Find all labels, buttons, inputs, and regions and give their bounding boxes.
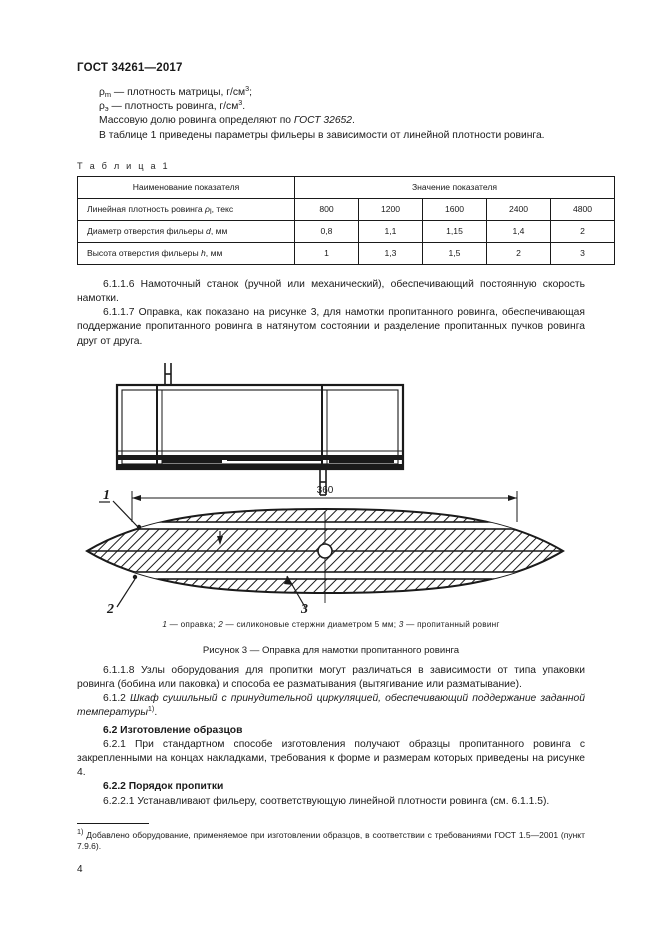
- figure-title: Рисунок 3 — Оправка для намотки пропитанного ровинга: [202, 644, 460, 656]
- definition-row-rho-m: [99, 86, 585, 100]
- page-number: 4: [77, 864, 83, 875]
- definition-sup-m: 3: [245, 84, 250, 93]
- legend-num-1: 1: [162, 619, 168, 629]
- row-label-subscript: l: [209, 206, 212, 216]
- table-header-row: [78, 176, 615, 198]
- mandrel-technical-drawing: [77, 363, 585, 613]
- footnote-text: [77, 826, 585, 853]
- table-cell: 0,8: [295, 220, 359, 242]
- row-label-linear-density: [78, 198, 295, 220]
- definition-text-e: — плотность ровинга, г/см: [111, 101, 239, 113]
- footnote-separator: [77, 823, 149, 824]
- table-cell: 800: [295, 198, 359, 220]
- footnote-marker: 1): [77, 826, 84, 836]
- callout-label-3: 3: [301, 601, 308, 613]
- table-cell: 1,1: [359, 220, 423, 242]
- row-label-text: Линейная плотность ровинга: [87, 203, 206, 214]
- clause-6-1-2-number: 6.1.2: [103, 693, 131, 705]
- table-cell: 4800: [551, 198, 615, 220]
- legend-text-2: — силиконовые стержни диаметром 5 мм;: [223, 619, 399, 629]
- symbol-definition-list: [99, 86, 585, 143]
- row-label-symbol: ρ: [205, 203, 210, 214]
- table-row: [78, 242, 615, 264]
- row-label-text: Высота отверстия фильеры: [87, 247, 202, 258]
- frame-lower-band: [117, 464, 403, 469]
- table-cell: 1200: [359, 198, 423, 220]
- table-header-right: Значение показателя: [295, 176, 615, 198]
- row-label-text: Диаметр отверстия фильеры: [87, 225, 207, 236]
- table-cell: 2400: [487, 198, 551, 220]
- clause-6-2-2-1: 6.2.2.1 Устанавливают фильеру, соответствующую линейной плотности ровинга (см. 6.1.1.5).: [103, 795, 550, 807]
- legend-num-3: 3: [398, 619, 404, 629]
- callout-label-1: 1: [103, 487, 110, 503]
- page-content: [77, 84, 593, 853]
- definition-row-table-intro: [99, 129, 585, 143]
- table-cell: 2: [551, 220, 615, 242]
- definition-text-m: — плотность матрицы, г/см: [113, 87, 246, 98]
- table-cell: 1,15: [423, 220, 487, 242]
- footnote-marker-ref: 1): [147, 704, 155, 714]
- heading-6-2-2: 6.2.2 Порядок пропитки: [103, 781, 224, 793]
- definition-tail-m: ;: [249, 87, 252, 98]
- rho-symbol-m: ρ: [99, 87, 105, 98]
- gost-reference-32652: ГОСТ 32652: [293, 115, 353, 127]
- rho-symbol-e: ρ: [99, 101, 105, 113]
- row-label-unit: , текс: [211, 203, 234, 214]
- row-label-hole-height: [78, 242, 295, 264]
- rho-subscript-e: э: [104, 104, 109, 114]
- row-label-symbol: d: [206, 225, 211, 236]
- legend-text-1: — оправка;: [167, 619, 219, 629]
- clause-6-1-2: [77, 692, 585, 720]
- footnote-body: Добавлено оборудование, применяемое при изготовлении образцов, в соответствии с требованиями ГОСТ 1.5—2001 (пункт 7.9.6).: [77, 829, 585, 852]
- center-hole: [318, 544, 332, 558]
- frame-inner-rect: [122, 390, 398, 464]
- definition-sup-e: 3: [238, 98, 243, 108]
- table-cell: 1,4: [487, 220, 551, 242]
- table-row: [78, 220, 615, 242]
- clause-6-1-1-6: 6.1.1.6 Намоточный станок (ручной или механический), обеспечивающий постоянную скорость намотки.: [77, 278, 585, 305]
- clause-6-1-2-italic-text: Шкаф сушильный с принудительной циркуляцией, обеспечивающий поддержание заданной температуры: [77, 693, 585, 719]
- legend-text-3: — пропитанный ровинг: [403, 619, 500, 629]
- clause-6-2-1: 6.2.1 При стандартном способе изготовления получают образцы пропитанного ровинга с закрепленными на концах накладками, требования к форме и размерам которых приведены на рисунке 4.: [77, 738, 585, 779]
- definition-tail-e: .: [242, 101, 246, 113]
- definition-row-rho-e: [99, 100, 585, 114]
- legend-num-2: 2: [218, 619, 223, 629]
- standard-header: ГОСТ 34261—2017: [77, 62, 183, 74]
- row-label-unit: , мм: [205, 247, 223, 258]
- dimension-label-360: 360: [316, 484, 334, 496]
- table-cell: 1600: [423, 198, 487, 220]
- figure-legend: [77, 620, 585, 629]
- table-cell: 1: [295, 242, 359, 264]
- table-caption: Т а б л и ц а 1: [77, 160, 170, 171]
- row-label-symbol: h: [201, 247, 206, 258]
- table-cell: 1,5: [423, 242, 487, 264]
- callout-label-2: 2: [107, 601, 114, 613]
- figure-3-drawing: [77, 363, 585, 655]
- clause-6-1-1-8: 6.1.1.8 Узлы оборудования для пропитки могут различаться в зависимости от типа упаковки ровинга (бобина или паковка) и способа ее разматывания (вытягивание или разматывание).: [77, 664, 585, 691]
- table-cell: 1,3: [359, 242, 423, 264]
- table-cell: 2: [487, 242, 551, 264]
- row-label-unit: , мм: [210, 225, 228, 236]
- top-left-rod: [165, 363, 171, 385]
- row-label-hole-diameter: [78, 220, 295, 242]
- parameters-table: [77, 176, 615, 265]
- mass-fraction-tail: .: [352, 115, 355, 127]
- table-row: [78, 198, 615, 220]
- mass-fraction-text: Массовую долю ровинга определяют по: [99, 115, 294, 127]
- table-cell: 3: [551, 242, 615, 264]
- rho-subscript-m: m: [104, 90, 112, 99]
- definition-row-mass-fraction: [99, 114, 585, 128]
- table-header-left: Наименование показателя: [78, 176, 295, 198]
- heading-6-2: 6.2 Изготовление образцов: [103, 724, 243, 736]
- table-intro-text: В таблице 1 приведены параметры фильеры в зависимости от линейной плотности ровинга.: [99, 129, 545, 141]
- clause-6-1-2-tail: .: [154, 707, 158, 719]
- clause-6-1-1-7: 6.1.1.7 Оправка, как показано на рисунке 3, для намотки пропитанного ровинга, обеспечивающая поддержание пропитанного ровинга в натянутом состоянии и разделение пропитанных пучков ровинга друг от друга.: [77, 307, 585, 347]
